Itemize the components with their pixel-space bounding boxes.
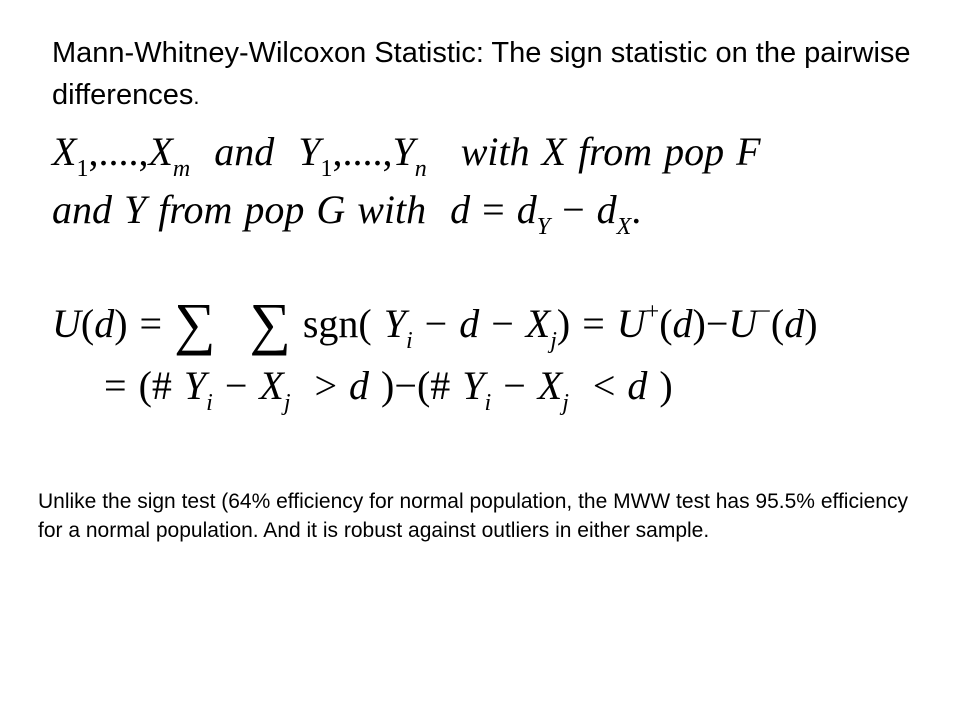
eq-ellipsis: ,...., [332, 129, 393, 174]
eq-u-symbol: U [52, 301, 81, 346]
eq-paren: ) [804, 301, 818, 346]
eq-word: pop [664, 129, 725, 174]
eq-d-symbol: d [349, 363, 370, 408]
eq-f-symbol: F [736, 129, 761, 174]
eq-d-symbol: d [784, 301, 805, 346]
eq-d-symbol: d [450, 187, 471, 232]
eq-paren: ( [80, 301, 95, 346]
eq-subscript: n [414, 155, 427, 182]
eq-subscript: j [562, 389, 569, 416]
eq-minus: − [424, 301, 448, 346]
eq-word: with [460, 129, 530, 174]
eq-d-symbol: d [459, 301, 480, 346]
eq-paren: ) [114, 301, 128, 346]
eq-y-symbol: Y [392, 129, 415, 174]
eq-y-symbol: Y [462, 363, 485, 408]
eq-hash: # [430, 363, 451, 408]
equation-count-expression [104, 358, 673, 414]
eq-minus: − [562, 187, 585, 232]
eq-u-symbol: U [616, 301, 646, 346]
eq-x-symbol: X [541, 129, 567, 174]
eq-subscript: m [172, 155, 191, 182]
eq-superscript: + [645, 299, 660, 325]
eq-equals: = [139, 301, 163, 346]
eq-minus: − [394, 363, 417, 408]
eq-subscript: 1 [320, 155, 333, 182]
eq-subscript: Y [536, 213, 551, 240]
slide-title [52, 32, 932, 118]
eq-greater-than: > [314, 363, 338, 408]
eq-y-symbol: Y [383, 301, 406, 346]
eq-equals: = [582, 301, 605, 346]
eq-paren: ) [692, 301, 706, 346]
eq-subscript: i [484, 389, 492, 416]
eq-sgn-function: sgn( [302, 301, 372, 346]
eq-equals: = [482, 187, 505, 232]
eq-subscript: X [616, 213, 632, 240]
equation-u-statistic [52, 292, 818, 356]
eq-paren: ( [416, 363, 431, 408]
eq-word: from [158, 187, 233, 232]
eq-u-symbol: U [728, 301, 758, 346]
eq-y-symbol: Y [183, 363, 207, 408]
eq-paren: ( [659, 301, 673, 346]
eq-y-symbol: Y [298, 129, 321, 174]
eq-word: and [214, 129, 275, 174]
eq-word: from [578, 129, 653, 174]
eq-x-symbol: X [525, 301, 551, 346]
equation-shift-definition [52, 182, 641, 238]
eq-minus: − [224, 363, 248, 408]
eq-ellipsis: ,...., [88, 129, 149, 174]
eq-less-than: < [592, 363, 616, 408]
eq-x-symbol: X [259, 363, 284, 408]
eq-paren: ( [138, 363, 152, 408]
eq-equals: = [104, 363, 127, 408]
summation-icon: ∑ [249, 291, 291, 356]
eq-d-symbol: d [627, 363, 648, 408]
eq-minus: − [503, 363, 526, 408]
eq-word: and [52, 187, 112, 232]
eq-word: pop [244, 187, 305, 232]
eq-x-symbol: X [148, 129, 173, 174]
eq-x-symbol: X [52, 129, 77, 174]
eq-hash: # [151, 363, 172, 408]
eq-d-symbol: d [516, 187, 537, 232]
eq-g-symbol: G [316, 187, 346, 232]
eq-d-symbol: d [596, 187, 617, 232]
slide-title-period: . [193, 84, 200, 109]
eq-d-symbol: d [672, 301, 693, 346]
eq-paren: ) [556, 301, 571, 346]
eq-minus: − [491, 301, 514, 346]
eq-subscript: j [550, 327, 557, 354]
equation-samples [52, 124, 761, 180]
body-paragraph: Unlike the sign test (64% efficiency for normal population, the MWW test has 95.5% efficiency for a normal population. And it is robust against outliers in either sample. [38, 490, 908, 542]
eq-y-symbol: Y [124, 187, 147, 232]
eq-x-symbol: X [537, 363, 563, 408]
eq-minus: − [705, 301, 729, 346]
eq-subscript: 1 [76, 155, 89, 182]
eq-subscript: i [206, 389, 213, 416]
slide-title-text: Mann-Whitney-Wilcoxon Statistic: The sign statistic on the pairwise differences [52, 37, 911, 111]
eq-paren: ) [659, 363, 673, 408]
eq-subscript: i [405, 327, 413, 354]
eq-period: . [631, 187, 642, 232]
eq-d-symbol: d [94, 301, 115, 346]
eq-subscript: j [283, 389, 291, 416]
eq-superscript: − [757, 299, 771, 325]
summation-icon: ∑ [174, 291, 216, 356]
eq-paren: ( [770, 301, 785, 346]
eq-word: with [357, 187, 427, 232]
eq-paren: ) [381, 363, 395, 408]
